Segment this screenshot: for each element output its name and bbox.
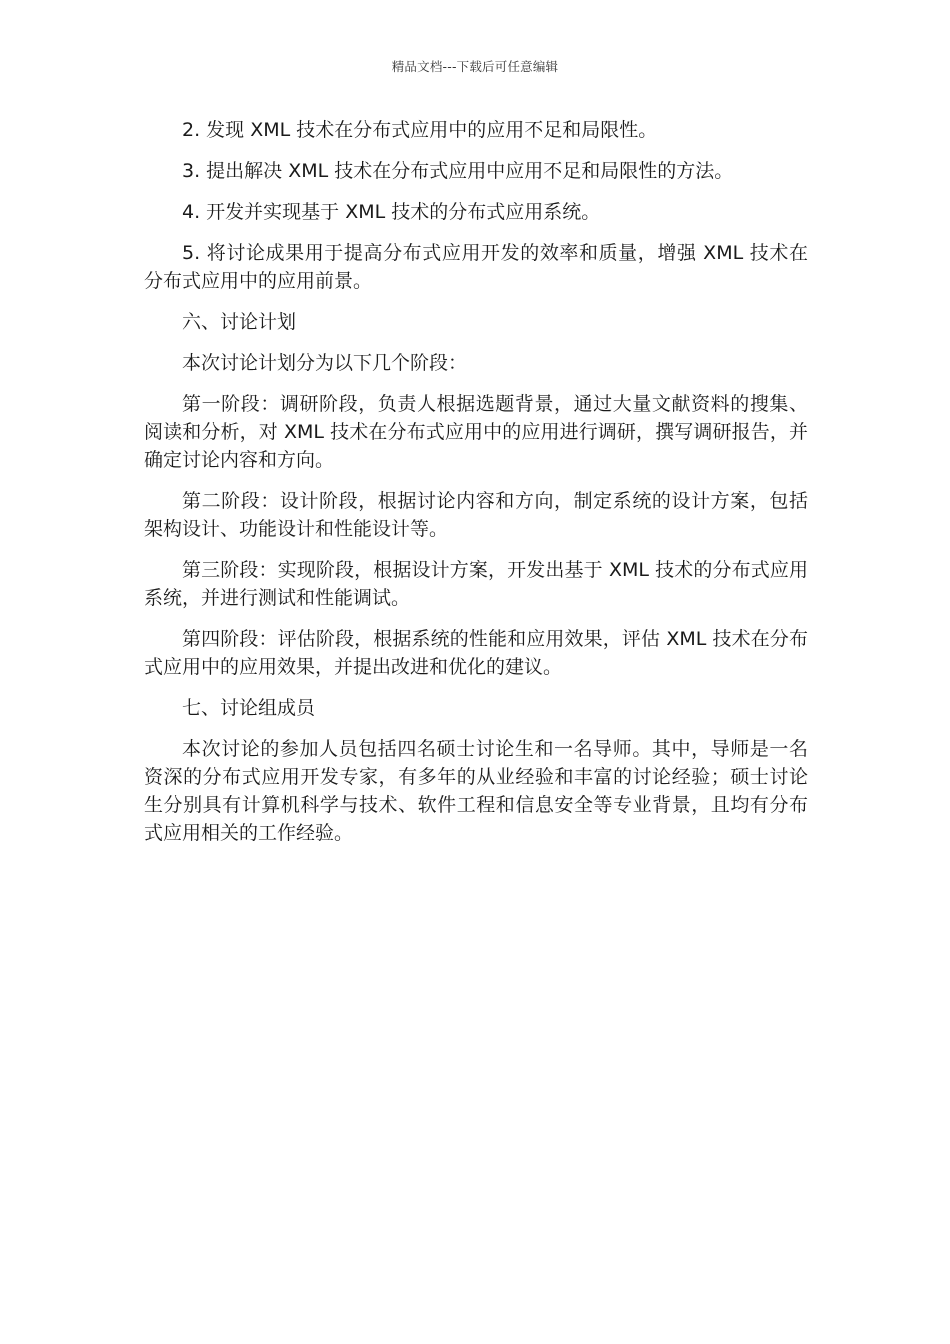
document-body	[144, 116, 808, 860]
phase-two-paragraph: 第二阶段：设计阶段，根据讨论内容和方向，制定系统的设计方案，包括架构设计、功能设计和性能设计等。	[144, 490, 808, 540]
phase-four-paragraph: 第四阶段：评估阶段，根据系统的性能和应用效果，评估 XML 技术在分布式应用中的应用效果，并提出改进和优化的建议。	[144, 628, 808, 678]
phase-one-paragraph: 第一阶段：调研阶段，负责人根据选题背景，通过大量文献资料的搜集、阅读和分析，对 XML 技术在分布式应用中的应用进行调研，撰写调研报告，并确定讨论内容和方向。	[144, 393, 808, 471]
page-header: 精品文档---下载后可任意编辑	[391, 59, 559, 74]
list-item-2: 2. 发现 XML 技术在分布式应用中的应用不足和局限性。	[182, 119, 658, 141]
plan-intro-paragraph: 本次讨论计划分为以下几个阶段：	[182, 352, 468, 374]
list-item-5: 5. 将讨论成果用于提高分布式应用开发的效率和质量，增强 XML 技术在分布式应用中的应用前景。	[144, 242, 808, 292]
list-item-3: 3. 提出解决 XML 技术在分布式应用中应用不足和局限性的方法。	[182, 160, 734, 182]
list-item-4: 4. 开发并实现基于 XML 技术的分布式应用系统。	[182, 201, 601, 223]
phase-three-paragraph: 第三阶段：实现阶段，根据设计方案，开发出基于 XML 技术的分布式应用系统，并进行测试和性能调试。	[144, 559, 808, 609]
section-heading-plan: 六、讨论计划	[182, 311, 297, 333]
section-heading-members: 七、讨论组成员	[182, 697, 316, 719]
members-paragraph: 本次讨论的参加人员包括四名硕士讨论生和一名导师。其中，导师是一名资深的分布式应用开发专家，有多年的从业经验和丰富的讨论经验；硕士讨论生分别具有计算机科学与技术、软件工程和信息安全等专业背景，且均有分布式应用相关的工作经验。	[144, 738, 808, 844]
